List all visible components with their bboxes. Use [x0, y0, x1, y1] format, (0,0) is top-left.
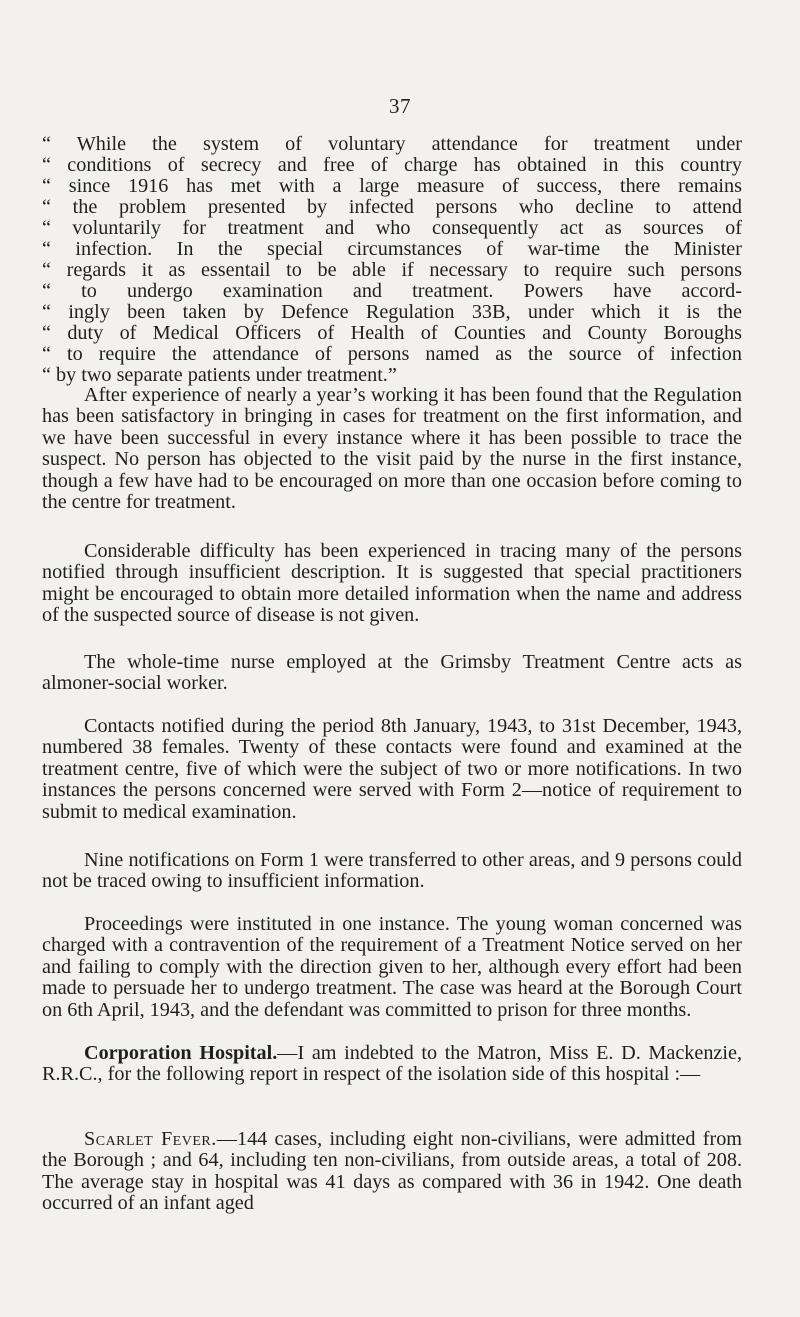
quote-line: “ voluntarily for treatment and who consequently act as sources of [42, 217, 742, 239]
paragraph-proceedings: Proceedings were instituted in one instance. The young woman concerned was charged with a contravention of the requirement of a Treatment Notice served on her and failing to comply with the direction given to her, although every effort had been made to persuade her to undergo treatment. The case was heard at the Borough Court on 6th April, 1943, and the defendant was committed to prison for three months. [42, 913, 742, 1021]
paragraph-regulation-experience: After experience of nearly a year’s working it has been found that the Regulation has been satisfactory in bringing in cases for treatment on the first information, and we have been successful in every instance where it has been possible to trace the suspect. No person has objected to the visit paid by the nurse in the first instance, though a few have had to be encouraged on more than one occasion before coming to the centre for treatment. [42, 384, 742, 514]
quote-line: “ since 1916 has met with a large measure of success, there remains [42, 175, 742, 197]
quote-line: “ infection. In the special circumstances of war-time the Minister [42, 238, 742, 260]
paragraph-contacts: Contacts notified during the period 8th January, 1943, to 31st December, 1943, numbered 38 females. Twenty of these contacts were found and examined at the treatment centre, five of which were the subject of two or more notifications. In two instances the persons concerned were served with Form 2—notice of requirement to submit to medical examination. [42, 715, 742, 823]
quote-line: “ duty of Medical Officers of Health of Counties and County Boroughs [42, 322, 742, 344]
quote-line: “ by two separate patients under treatment.” [42, 364, 397, 386]
section-heading-scarlet-fever: Scarlet Fever. [84, 1128, 217, 1150]
quote-line: “ regards it as essentail to be able if necessary to require such persons [42, 259, 742, 281]
quote-line: “ to require the attendance of persons named as the source of infection [42, 343, 742, 365]
page-number: 37 [389, 94, 411, 118]
quote-line: “ While the system of voluntary attendance for treatment under [42, 133, 742, 155]
quote-line: “ conditions of secrecy and free of charge has obtained in this country [42, 154, 742, 176]
quote-line: “ the problem presented by infected persons who decline to attend [42, 196, 742, 218]
paragraph-tracing-difficulty: Considerable difficulty has been experienced in tracing many of the persons notified through insufficient description. It is suggested that special practitioners might be encouraged to obtain more detailed information when the name and address of the suspected source of disease is not given. [42, 540, 742, 627]
scarlet-fever-text: —144 cases, including eight non-civilians, were admitted from the Borough ; and 64, including ten non-civilians, from outside areas, a total of 208. The average stay in hospital was 41 days as compared with 36 in 1942. One death occurred of an infant aged [42, 1128, 743, 1215]
paragraph-notifications: Nine notifications on Form 1 were transferred to other areas, and 9 persons could not be traced owing to insufficient information. [42, 849, 742, 893]
section-heading-corporation-hospital: Corporation Hospital. [84, 1042, 278, 1064]
paragraph-scarlet-fever [42, 1129, 742, 1215]
corporation-text: —I am indebted to the Matron, Miss E. D. Mackenzie, R.R.C., for the following report in respect of the isolation side of this hospital :— [42, 1042, 742, 1086]
quoted-passage [42, 134, 742, 386]
paragraph-nurse: The whole-time nurse employed at the Grimsby Treatment Centre acts as almoner-social worker. [42, 651, 742, 695]
quote-line: “ to undergo examination and treatment. Powers have accord- [42, 280, 742, 302]
quote-line: “ ingly been taken by Defence Regulation 33B, under which it is the [42, 301, 742, 323]
paragraph-corporation-hospital [42, 1043, 742, 1086]
